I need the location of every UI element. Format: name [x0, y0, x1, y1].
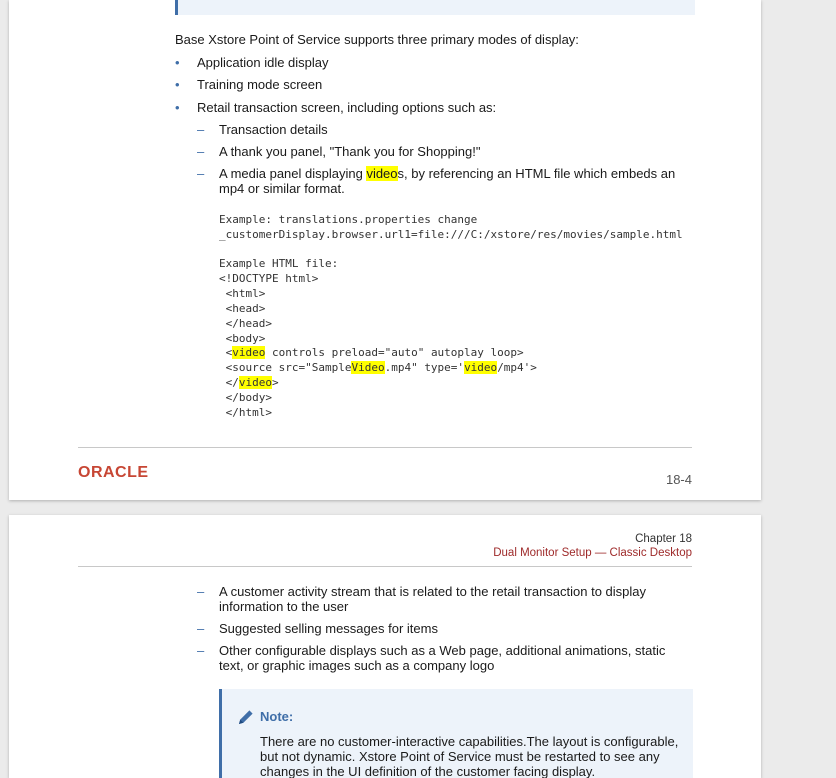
code-line: <source src="Sample — [219, 361, 352, 375]
code-line: <body> — [219, 331, 266, 345]
code-line: /mp4'> — [497, 361, 537, 375]
page-number: 18-4 — [665, 472, 692, 487]
code-line: </head> — [219, 316, 272, 330]
note-body: There are no customer-interactive capabilities.The layout is configurable, but not dynamic. Xstore Point of Service must be restarted to see any changes in the UI definition of the customer facing display. — [260, 734, 679, 778]
sub-item-other-displays: Other configurable displays such as a Web page, additional animations, static text, or graphic images such as a company logo — [219, 643, 666, 673]
media-text-before: A media panel displaying — [219, 166, 367, 181]
bullet-marker: • — [175, 77, 180, 92]
bullet-retail-transaction: Retail transaction screen, including options such as: — [197, 100, 497, 115]
code-line: </html> — [219, 406, 272, 420]
code-line: > — [272, 376, 279, 390]
search-highlight: video — [464, 361, 498, 375]
search-highlight: video — [238, 376, 272, 390]
media-text-after: s, by referencing an HTML file which embeds an mp4 or similar format. — [219, 166, 676, 196]
oracle-logo: ORACLE — [78, 464, 149, 481]
code-line: .mp4" type=' — [384, 361, 465, 375]
dash-marker: – — [197, 643, 205, 658]
pencil-icon — [237, 708, 255, 726]
page-18-4 — [9, 0, 761, 500]
bullet-marker: • — [175, 55, 180, 70]
bullet-training-mode: Training mode screen — [197, 77, 323, 92]
code-line: <!DOCTYPE html> — [219, 271, 319, 285]
dash-marker: – — [197, 144, 205, 159]
sub-item-selling-messages: Suggested selling messages for items — [219, 621, 438, 636]
code-line: </body> — [219, 391, 272, 405]
bullet-idle-display: Application idle display — [197, 55, 329, 70]
code-example-translations — [219, 213, 683, 243]
page-18-5 — [9, 515, 761, 778]
dash-marker: – — [197, 166, 205, 181]
search-highlight: video — [232, 346, 266, 360]
search-highlight: Video — [351, 361, 385, 375]
code-line: Example HTML file: — [219, 257, 339, 270]
chapter-title: Dual Monitor Setup — Classic Desktop — [493, 547, 692, 559]
sub-item-thank-you-panel: A thank you panel, "Thank you for Shopping!" — [219, 144, 481, 159]
note-box-continued — [175, 0, 695, 15]
footer-divider — [78, 447, 692, 448]
header-divider — [78, 566, 692, 567]
search-highlight: video — [366, 166, 398, 181]
code-line: <head> — [219, 301, 266, 315]
code-line: </ — [219, 376, 239, 390]
sub-item-transaction-details: Transaction details — [219, 122, 328, 137]
code-line: <html> — [219, 286, 266, 300]
note-box — [219, 689, 693, 778]
bullet-marker: • — [175, 100, 180, 115]
sub-item-activity-stream: A customer activity stream that is related to the retail transaction to display information to the user — [219, 584, 647, 614]
chapter-label: Chapter 18 — [635, 533, 692, 545]
note-title: Note: — [260, 709, 294, 724]
intro-paragraph: Base Xstore Point of Service supports three primary modes of display: — [175, 32, 579, 47]
code-line: controls preload="auto" autoplay loop> — [265, 346, 524, 360]
code-line: < — [219, 346, 233, 360]
code-example-html — [219, 257, 537, 421]
sub-item-media-panel — [219, 166, 689, 196]
dash-marker: – — [197, 122, 205, 137]
code-line: Example: translations.properties change — [219, 213, 478, 226]
code-line: _customerDisplay.browser.url1=file:///C:/xstore/res/movies/sample.html — [219, 227, 683, 241]
dash-marker: – — [197, 584, 205, 599]
dash-marker: – — [197, 621, 205, 636]
